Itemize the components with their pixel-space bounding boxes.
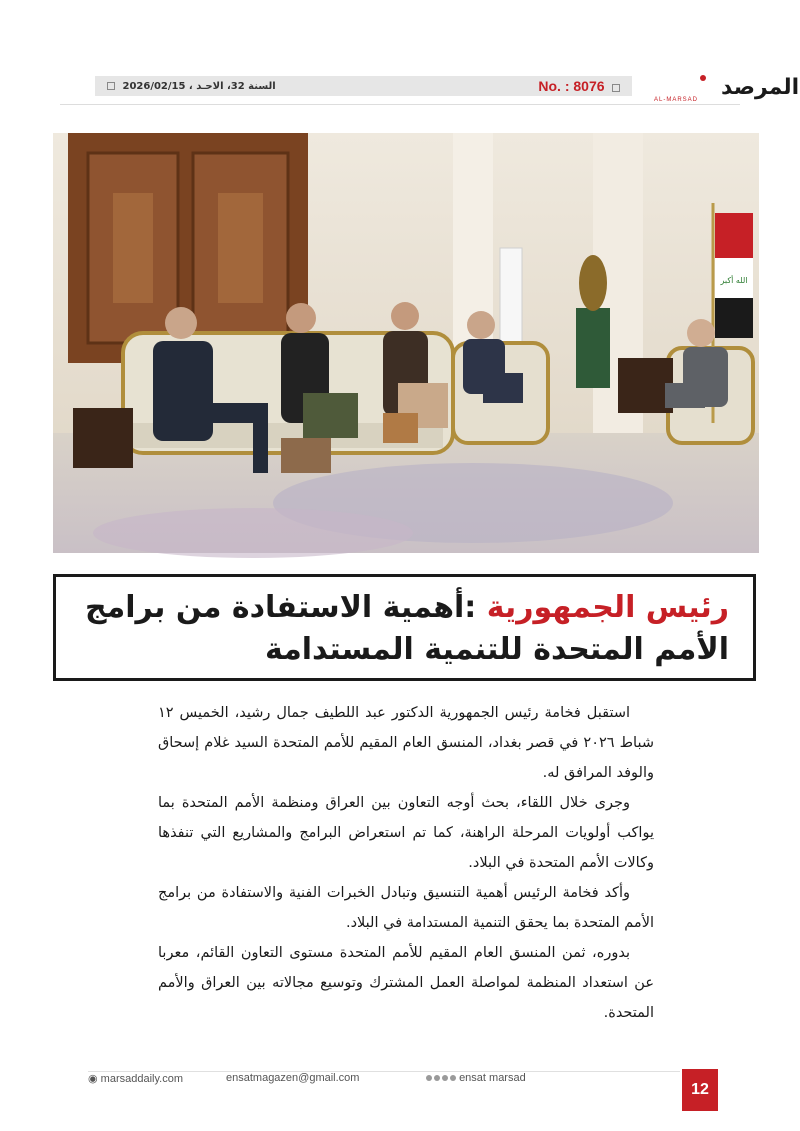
logo-text: المرصد (721, 75, 800, 100)
bullet-square-icon (107, 82, 115, 90)
header-bar (95, 76, 632, 96)
article-body (158, 698, 654, 1028)
footer (88, 1072, 680, 1090)
globe-icon: ◉ (88, 1073, 98, 1085)
issue-wrap (538, 78, 624, 94)
youtube-icon (450, 1075, 456, 1081)
headline-line-2: الأمم المتحدة للتنمية المستدامة (265, 632, 729, 667)
logo-dot-icon (700, 75, 706, 81)
page-number: 12 (682, 1069, 718, 1111)
logo-subtitle: AL-MARSAD (654, 97, 699, 103)
website-link[interactable] (88, 1072, 183, 1085)
website-text: marsaddaily.com (100, 1073, 183, 1085)
instagram-icon (442, 1075, 448, 1081)
date-line-wrap (103, 81, 276, 92)
social-handle: ensat marsad (459, 1072, 526, 1084)
twitter-icon (434, 1075, 440, 1081)
social-icons (426, 1075, 456, 1081)
date-line: السنة 32، الاحـد ، 2026/02/15 (122, 80, 276, 92)
headline-line-1 (80, 587, 729, 629)
issue-number: No. : 8076 (538, 78, 605, 94)
top-divider (60, 104, 740, 105)
article-paragraph: وجرى خلال اللقاء، بحث أوجه التعاون بين العراق ومنظمة الأمم المتحدة بما يواكب أولويات المرحلة الراهنة، كما تم استعراض البرامج والمشاريع التي تنفذها وكالات الأمم المتحدة في البلاد. (158, 795, 654, 871)
headline-black: :أهمية الاستفادة من برامج (85, 590, 477, 625)
article-paragraph: وأكد فخامة الرئيس أهمية التنسيق وتبادل الخبرات الفنية والاستفادة من برامج الأمم المتحدة بما يحقق التنمية المستدامة في البلاد. (158, 885, 654, 931)
facebook-icon (426, 1075, 432, 1081)
headline-box (53, 574, 756, 681)
headline-red: رئيس الجمهورية (486, 590, 729, 625)
meeting-photo (53, 133, 759, 553)
social-links (426, 1072, 526, 1084)
article-paragraph: بدوره، ثمن المنسق العام المقيم للأمم المتحدة مستوى التعاون القائم، معربا عن استعداد المنظمة لمواصلة العمل المشترك وتوسيع مجالاته بين العراق والأمم المتحدة. (158, 945, 654, 1021)
article-paragraph: استقبل فخامة رئيس الجمهورية الدكتور عبد اللطيف جمال رشيد، الخميس ١٢ شباط ٢٠٢٦ في قصر بغداد، المنسق العام المقيم للأمم المتحدة السيد غلام إسحاق والوفد المرافق له. (158, 705, 655, 781)
bullet-square-icon (612, 84, 620, 92)
email-link[interactable]: ensatmagazen@gmail.com (226, 1072, 360, 1084)
flag-text: الله أكبر (720, 276, 748, 285)
